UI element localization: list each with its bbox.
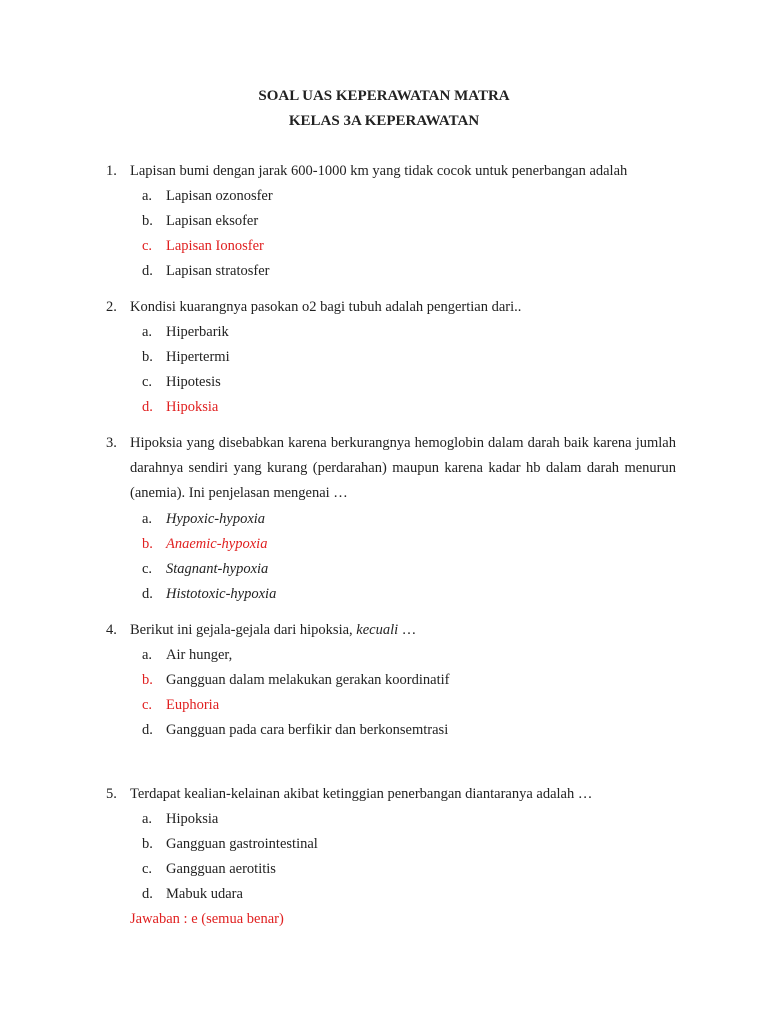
option-letter: a.	[142, 188, 153, 204]
option-letter: d.	[142, 586, 153, 602]
option-text: Lapisan ozonosfer	[166, 188, 273, 204]
option-letter: c.	[142, 238, 153, 254]
option-text: Lapisan Ionosfer	[166, 238, 264, 254]
option-letter: b.	[142, 836, 153, 852]
option-letter: a.	[142, 811, 153, 827]
option-letter: d.	[142, 263, 153, 279]
question-number: 1.	[106, 163, 117, 179]
document-subtitle: KELAS 3A KEPERAWATAN	[288, 113, 480, 129]
option-2a	[142, 320, 229, 345]
option-1d	[142, 259, 269, 284]
option-letter: d.	[142, 722, 153, 738]
option-1a	[142, 184, 273, 209]
option-3c	[142, 557, 268, 582]
option-5d	[142, 882, 243, 907]
option-4c-correct	[142, 693, 219, 718]
question-2	[106, 295, 676, 320]
question-text-italic: kecuali	[356, 622, 399, 638]
question-text: Lapisan bumi dengan jarak 600-1000 km yang tidak cocok untuk penerbangan adalah	[130, 163, 628, 179]
option-letter: a.	[142, 647, 153, 663]
option-4a	[142, 643, 232, 668]
option-text: Lapisan eksofer	[166, 213, 259, 229]
question-text-end: …	[401, 622, 417, 638]
option-text: Histotoxic-hypoxia	[166, 586, 277, 602]
option-letter: b.	[142, 349, 153, 365]
option-1c-correct	[142, 234, 264, 259]
question-number: 3.	[106, 435, 117, 451]
question-4	[106, 618, 676, 643]
option-text: Anaemic-hypoxia	[166, 536, 268, 552]
option-text: Hipoksia	[166, 399, 219, 415]
question-text-main: Berikut ini gejala-gejala dari hipoksia,	[130, 622, 353, 638]
option-1b	[142, 209, 258, 234]
question-text	[130, 618, 676, 643]
question-1	[106, 159, 676, 184]
option-letter: b.	[142, 213, 153, 229]
option-4d	[142, 718, 448, 743]
option-text: Hiperbarik	[166, 324, 229, 340]
option-text: Gangguan pada cara berfikir dan berkonsemtrasi	[166, 722, 449, 738]
option-2b	[142, 345, 230, 370]
option-letter: d.	[142, 886, 153, 902]
option-3b-correct	[142, 532, 267, 557]
question-3	[106, 431, 676, 506]
option-letter: c.	[142, 561, 153, 577]
option-letter: d.	[142, 399, 153, 415]
option-text: Euphoria	[166, 697, 220, 713]
option-text: Hipotesis	[166, 374, 221, 390]
option-3d	[142, 582, 276, 607]
option-4b	[142, 668, 449, 693]
option-2d-correct	[142, 395, 218, 420]
option-text: Hipoksia	[166, 811, 219, 827]
option-letter: c.	[142, 697, 153, 713]
option-letter: b.	[142, 536, 153, 552]
option-5a	[142, 807, 218, 832]
question-number: 4.	[106, 622, 117, 638]
question-number: 2.	[106, 299, 117, 315]
document-title: SOAL UAS KEPERAWATAN MATRA	[258, 88, 510, 104]
option-letter: b.	[142, 672, 153, 688]
question-text: Hipoksia yang disebabkan karena berkurangnya hemoglobin dalam darah baik karena jumlah darahnya sendiri yang kurang (perdarahan) maupun karena kadar hb dalam darah menurun (anemia). Ini penjelasan mengenai …	[130, 435, 676, 501]
option-text: Hypoxic-hypoxia	[166, 511, 266, 527]
option-text: Mabuk udara	[166, 886, 243, 902]
option-text: Hipertermi	[166, 349, 230, 365]
option-text: Stagnant-hypoxia	[166, 561, 269, 577]
option-letter: c.	[142, 861, 153, 877]
question-number: 5.	[106, 786, 117, 802]
question-text: Terdapat kealian-kelainan akibat ketinggian penerbangan diantaranya adalah …	[130, 786, 593, 802]
option-text: Gangguan aerotitis	[166, 861, 276, 877]
option-text: Gangguan dalam melakukan gerakan koordinatif	[166, 672, 450, 688]
option-5c	[142, 857, 276, 882]
option-5b	[142, 832, 318, 857]
question-text: Kondisi kuarangnya pasokan o2 bagi tubuh adalah pengertian dari..	[130, 299, 522, 315]
option-text: Lapisan stratosfer	[166, 263, 270, 279]
answer-note: Jawaban : e (semua benar)	[130, 911, 284, 927]
option-text: Air hunger,	[166, 647, 233, 663]
option-3a	[142, 507, 265, 532]
option-letter: c.	[142, 374, 153, 390]
option-text: Gangguan gastrointestinal	[166, 836, 318, 852]
option-letter: a.	[142, 324, 153, 340]
option-2c	[142, 370, 221, 395]
option-letter: a.	[142, 511, 153, 527]
question-5	[106, 782, 676, 807]
